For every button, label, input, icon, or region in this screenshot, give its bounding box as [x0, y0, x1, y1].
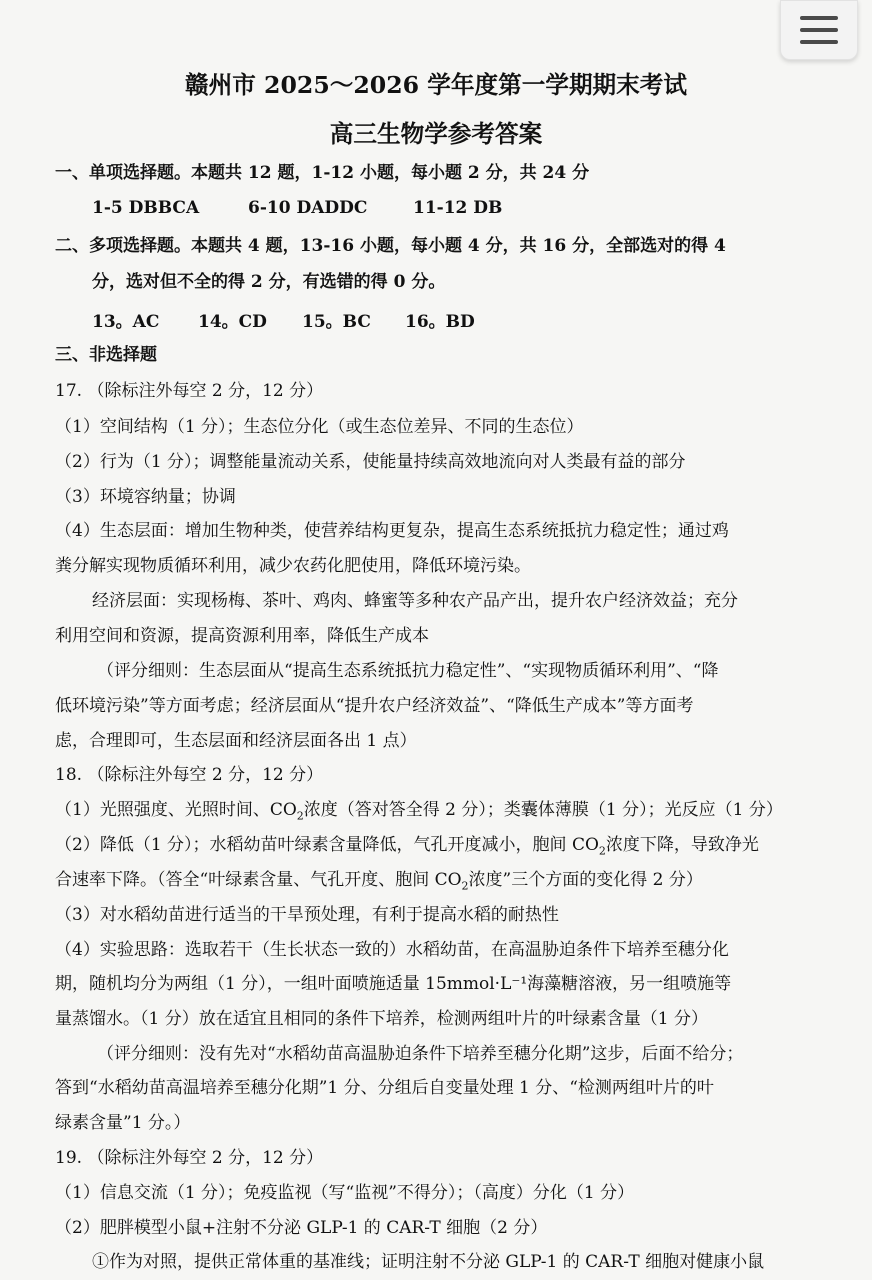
document-title: 赣州市 2025～2026 学年度第一学期期末考试: [185, 71, 687, 99]
q19-line: （2）肥胖模型小鼠+注射不分泌 GLP-1 的 CAR-T 细胞（2 分）: [55, 1218, 548, 1238]
q18-scoring-note: 绿素含量”1 分。）: [55, 1113, 191, 1133]
q17-heading: 17. （除标注外每空 2 分，12 分）: [55, 381, 324, 401]
q18-line: 期，随机均分为两组（1 分），一组叶面喷施适量 15mmol·L⁻¹海藻糖溶液，另一组喷施等: [55, 974, 732, 994]
q19-heading: 19. （除标注外每空 2 分，12 分）: [55, 1148, 324, 1168]
answer-15: 15。BC: [302, 312, 371, 332]
answer-group-2: 6-10 DADDC: [248, 198, 368, 218]
q18-line: 合速率下降。（答全“叶绿素含量、气孔开度、胞间 $CO_2$浓度”三个方面的变化得 2 分）: [55, 870, 703, 893]
answer-14: 14。CD: [198, 312, 267, 332]
answer-13: 13。AC: [92, 312, 160, 332]
q17-line: 经济层面：实现杨梅、茶叶、鸡肉、蜂蜜等多种农产品产出，提升农户经济效益；充分: [92, 591, 738, 611]
q17-line: （1）空间结构（1 分）；生态位分化（或生态位差异、不同的生态位）: [55, 417, 584, 437]
document-subtitle: 高三生物学参考答案: [329, 120, 543, 148]
q18-line: （3）对水稻幼苗进行适当的干旱预处理，有利于提高水稻的耐热性: [55, 905, 559, 925]
answer-group-1: 1-5 DBBCA: [92, 198, 200, 218]
q19-line: （1）信息交流（1 分）；免疫监视（写“监视”不得分）；（高度）分化（1 分）: [55, 1183, 635, 1203]
menu-button[interactable]: [780, 0, 858, 60]
q18-line: 量蒸馏水。（1 分）放在适宜且相同的条件下培养，检测两组叶片的叶绿素含量（1 分）: [55, 1009, 708, 1029]
q17-scoring-note: 虑，合理即可，生态层面和经济层面各出 1 点）: [55, 731, 417, 751]
q18-scoring-note: 答到“水稻幼苗高温培养至穗分化期”1 分、分组后自变量处理 1 分、“检测两组叶片的叶: [55, 1078, 714, 1098]
q18-line: （1）光照强度、光照时间、$CO_2$浓度（答对答全得 2 分）；类囊体薄膜（1 分）；光反应（1 分）: [55, 800, 783, 823]
q17-line: （2）行为（1 分）；调整能量流动关系，使能量持续高效地流向对人类最有益的部分: [55, 452, 686, 472]
q18-line: （4）实验思路：选取若干（生长状态一致的）水稻幼苗，在高温胁迫条件下培养至穗分化: [55, 940, 729, 960]
q18-scoring-note: （评分细则：没有先对“水稻幼苗高温胁迫条件下培养至穗分化期”这步，后面不给分；: [97, 1044, 744, 1064]
q17-line: 粪分解实现物质循环利用，减少农药化肥使用，降低环境污染。: [55, 556, 531, 576]
section-2-heading: 二、多项选择题。本题共 4 题，13-16 小题，每小题 4 分，共 16 分，全部选对的得 4: [55, 236, 726, 256]
q18-line: （2）降低（1 分）；水稻幼苗叶绿素含量降低，气孔开度减小，胞间 $CO_2$浓度下降，导致净光: [55, 835, 759, 858]
answer-16: 16。BD: [405, 312, 475, 332]
section-3-heading: 三、非选择题: [55, 345, 157, 365]
q19-line: ①作为对照，提供正常体重的基准线；证明注射不分泌 GLP-1 的 CAR-T 细胞对健康小鼠: [92, 1252, 765, 1272]
q17-scoring-note: （评分细则：生态层面从“提高生态系统抵抗力稳定性”、“实现物质循环利用”、“降: [97, 661, 719, 681]
q17-line: 利用空间和资源，提高资源利用率，降低生产成本: [55, 626, 429, 646]
q17-line: （3）环境容纳量；协调: [55, 487, 236, 507]
section-2-heading-cont: 分，选对但不全的得 2 分，有选错的得 0 分。: [92, 272, 446, 292]
q18-heading: 18. （除标注外每空 2 分，12 分）: [55, 765, 324, 785]
answer-group-3: 11-12 DB: [413, 198, 503, 218]
q17-line: （4）生态层面：增加生物种类，使营养结构更复杂，提高生态系统抵抗力稳定性；通过鸡: [55, 521, 729, 541]
menu-icon: [800, 16, 838, 20]
q17-scoring-note: 低环境污染”等方面考虑；经济层面从“提升农户经济效益”、“降低生产成本”等方面考: [55, 696, 694, 716]
section-1-heading: 一、单项选择题。本题共 12 题，1-12 小题，每小题 2 分，共 24 分: [55, 163, 590, 183]
